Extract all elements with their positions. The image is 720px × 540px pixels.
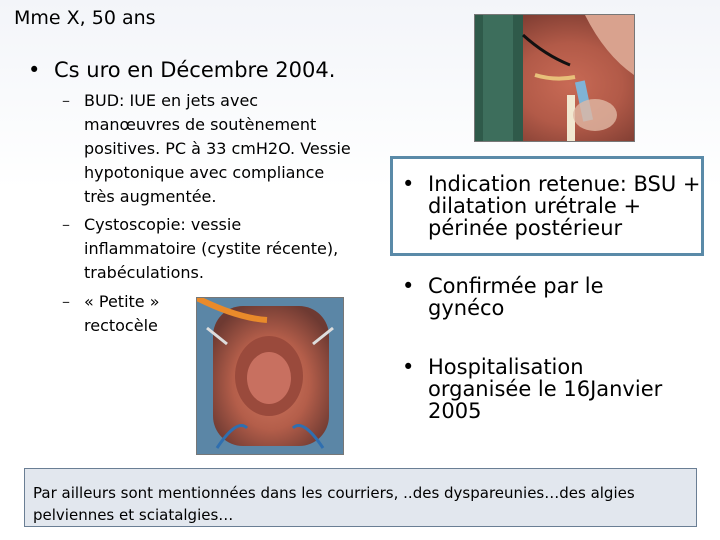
main-bullet-text: Cs uro en Décembre 2004. (54, 58, 336, 82)
sub-bullet-text: « Petite » rectocèle (84, 292, 160, 335)
right-bullet-text: Confirmée par le gynéco (428, 274, 604, 320)
footer-note-text: Par ailleurs sont mentionnées dans les courriers, ..des dyspareunies…des algies pelviennes et sciatalgies… (33, 484, 635, 524)
bullet-dot: • (402, 355, 415, 379)
surgical-photo-bottom-graphic (197, 298, 343, 454)
slide-title: Mme X, 50 ans (14, 7, 156, 29)
right-bullet-text: Indication retenue: BSU + dilatation urétrale + périnée postérieur (428, 172, 701, 240)
right-bullet-text: Hospitalisation organisée le 16Janvier 2005 (428, 355, 663, 423)
bullet-dot: • (402, 274, 415, 298)
surgical-photo-top (474, 14, 635, 142)
sub-bullet-text: BUD: IUE en jets avec manœuvres de soutènement positives. PC à 33 cmH2O. Vessie hypotonique avec compliance très augmentée. (84, 91, 351, 206)
bullet-dash: – (62, 215, 70, 234)
surgical-photo-bottom (196, 297, 344, 455)
bullet-dash: – (62, 292, 70, 311)
footer-note (24, 468, 697, 527)
surgical-photo-top-graphic (475, 15, 634, 141)
bullet-dot: • (402, 172, 415, 196)
bullet-dot: • (28, 58, 41, 82)
sub-bullet-text: Cystoscopie: vessie inflammatoire (cystite récente), trabéculations. (84, 215, 339, 282)
bullet-dash: – (62, 91, 70, 110)
